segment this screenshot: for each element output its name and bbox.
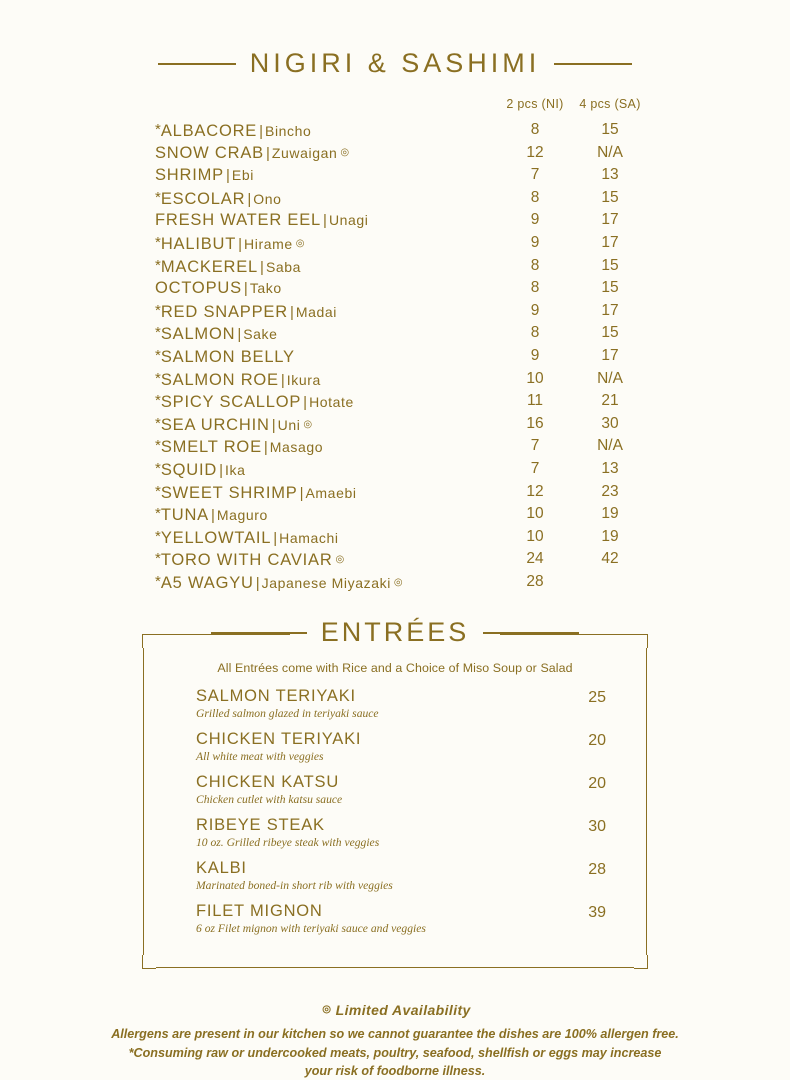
nigiri-title: NIGIRI & SASHIMI <box>249 48 541 78</box>
nigiri-item-name <box>155 571 403 596</box>
raw-item-asterisk-icon: * <box>155 121 161 138</box>
nigiri-price-4pcs: N/A <box>597 369 623 387</box>
nigiri-item-english: SALMON BELLY <box>160 347 295 366</box>
raw-item-asterisk-icon: * <box>155 392 161 410</box>
nigiri-item-romaji: Tako <box>249 280 282 297</box>
entree-price: 39 <box>588 904 606 922</box>
nigiri-price-4pcs: 15 <box>601 188 619 206</box>
name-separator: | <box>225 167 230 185</box>
entree-name: FILET MIGNON <box>196 902 323 921</box>
nigiri-item-romaji: Ika <box>225 461 246 478</box>
nigiri-row <box>0 300 790 323</box>
nigiri-price-2pcs: 9 <box>530 301 540 319</box>
nigiri-item-english: SNOW CRAB <box>155 143 264 162</box>
nigiri-item-english: TORO WITH CAVIAR <box>160 551 333 570</box>
nigiri-item-english: FRESH WATER EEL <box>155 211 322 230</box>
column-header-2pcs: 2 pcs (NI) <box>506 97 564 111</box>
nigiri-item-name <box>155 300 337 325</box>
nigiri-item-name <box>155 503 268 528</box>
nigiri-item-english: A5 WAGYU <box>160 573 254 592</box>
nigiri-price-4pcs: 15 <box>601 324 619 342</box>
name-separator: | <box>265 144 270 162</box>
entree-row <box>170 773 620 806</box>
nigiri-row <box>0 458 790 481</box>
entree-row <box>170 816 620 849</box>
limited-availability-icon: ◎ <box>322 1004 332 1016</box>
limited-availability-icon: ◎ <box>393 576 403 588</box>
limited-availability-label: Limited Availability <box>335 1002 471 1019</box>
raw-item-asterisk-icon: * <box>155 324 161 342</box>
entrees-box <box>143 634 647 968</box>
nigiri-item-romaji: Unagi <box>328 212 369 229</box>
entree-description: Chicken cutlet with katsu sauce <box>196 793 343 807</box>
nigiri-row <box>0 322 790 345</box>
nigiri-price-2pcs: 12 <box>526 143 544 161</box>
nigiri-row <box>0 571 790 594</box>
nigiri-price-4pcs: 19 <box>601 527 619 545</box>
raw-item-asterisk-icon: * <box>155 572 161 590</box>
nigiri-item-english: SQUID <box>160 460 218 479</box>
raw-item-asterisk-icon: * <box>155 369 161 387</box>
nigiri-price-4pcs: 30 <box>601 414 619 432</box>
limited-availability-icon: ◎ <box>340 146 350 158</box>
nigiri-item-romaji: Sake <box>243 326 278 343</box>
heading-rule-left <box>158 63 236 65</box>
nigiri-price-2pcs: 7 <box>530 166 540 184</box>
nigiri-item-name <box>155 481 357 506</box>
nigiri-item-english: SEA URCHIN <box>160 415 270 434</box>
name-separator: | <box>243 280 248 298</box>
allergen-line-3: your risk of foodborne illness. <box>304 1063 486 1078</box>
nigiri-item-name <box>155 164 254 188</box>
nigiri-price-2pcs: 12 <box>526 482 544 500</box>
nigiri-row <box>0 481 790 504</box>
name-separator: | <box>280 371 285 389</box>
limited-availability-note <box>0 1002 790 1018</box>
nigiri-item-english: SWEET SHRIMP <box>160 483 298 502</box>
entrees-item-list <box>170 687 620 935</box>
nigiri-price-2pcs: 9 <box>530 233 540 251</box>
raw-item-asterisk-icon: * <box>155 256 161 274</box>
name-separator: | <box>247 190 252 208</box>
name-separator: | <box>219 461 224 479</box>
nigiri-price-2pcs: 10 <box>526 369 544 387</box>
nigiri-row <box>0 526 790 549</box>
limited-availability-icon: ◎ <box>295 237 305 249</box>
nigiri-price-4pcs: 19 <box>601 505 619 523</box>
nigiri-price-2pcs: 7 <box>530 459 540 477</box>
name-separator: | <box>273 529 278 547</box>
entree-description: Marinated boned-in short rib with veggies <box>196 879 393 893</box>
nigiri-item-romaji: Zuwaigan <box>271 144 338 161</box>
nigiri-item-romaji: Hirame <box>244 235 293 252</box>
nigiri-item-english: ALBACORE <box>160 122 258 140</box>
entree-price: 30 <box>588 818 606 836</box>
name-separator: | <box>237 326 242 344</box>
nigiri-item-romaji: Ikura <box>286 371 321 388</box>
entree-name: RIBEYE STEAK <box>196 816 325 835</box>
nigiri-item-romaji: Ebi <box>231 167 254 184</box>
nigiri-row <box>0 142 790 165</box>
nigiri-item-name <box>155 526 339 551</box>
nigiri-item-romaji: Ono <box>253 190 282 207</box>
nigiri-item-english: ESCOLAR <box>160 189 246 208</box>
nigiri-price-4pcs: 13 <box>601 459 619 477</box>
heading-rule-right <box>554 63 632 65</box>
nigiri-price-4pcs: 17 <box>601 211 619 229</box>
nigiri-item-name <box>155 413 312 438</box>
entree-name: SALMON TERIYAKI <box>196 687 356 706</box>
entree-row <box>170 902 620 935</box>
entree-name: KALBI <box>196 859 247 878</box>
limited-availability-icon: ◎ <box>303 418 313 430</box>
nigiri-price-2pcs: 16 <box>526 414 544 432</box>
nigiri-item-english: TUNA <box>160 506 209 525</box>
nigiri-item-name <box>155 435 323 460</box>
nigiri-price-4pcs: 15 <box>601 256 619 274</box>
nigiri-row <box>0 232 790 255</box>
name-separator: | <box>323 212 327 230</box>
entree-description: 10 oz. Grilled ribeye steak with veggies <box>196 836 380 850</box>
raw-item-asterisk-icon: * <box>155 527 161 545</box>
nigiri-item-list <box>0 119 790 593</box>
entree-description: All white meat with veggies <box>196 750 324 764</box>
entrees-title: ENTRÉES <box>320 617 470 648</box>
nigiri-price-2pcs: 9 <box>530 211 540 229</box>
raw-item-asterisk-icon: * <box>155 301 161 319</box>
raw-item-asterisk-icon: * <box>155 346 161 364</box>
nigiri-price-4pcs: 17 <box>601 233 619 251</box>
entrees-rule-left <box>211 632 307 634</box>
entree-description: Grilled salmon glazed in teriyaki sauce <box>196 707 379 721</box>
nigiri-item-romaji: Japanese Miyazaki <box>261 574 391 591</box>
entree-price: 20 <box>588 732 606 750</box>
nigiri-price-2pcs: 10 <box>526 527 544 545</box>
entrees-rule-right <box>483 632 579 634</box>
nigiri-item-name <box>155 232 305 257</box>
allergen-line-1: Allergens are present in our kitchen so we cannot guarantee the dishes are 100% allergen free. <box>111 1027 679 1042</box>
nigiri-price-4pcs: 17 <box>601 301 619 319</box>
nigiri-price-2pcs: 11 <box>526 392 544 410</box>
name-separator: | <box>260 258 264 276</box>
nigiri-item-romaji: Hotate <box>309 394 354 411</box>
nigiri-price-2pcs: 7 <box>530 437 540 455</box>
entree-row <box>170 730 620 763</box>
nigiri-row <box>0 277 790 300</box>
nigiri-price-2pcs: 28 <box>526 572 544 590</box>
limited-availability-icon: ◎ <box>335 554 345 566</box>
nigiri-price-2pcs: 9 <box>530 346 540 364</box>
name-separator: | <box>271 416 276 434</box>
entree-row <box>170 687 620 720</box>
nigiri-price-4pcs: 15 <box>601 279 619 297</box>
nigiri-price-4pcs: 17 <box>601 346 619 364</box>
entree-name: CHICKEN TERIYAKI <box>196 730 362 749</box>
nigiri-item-name <box>155 345 295 370</box>
nigiri-price-4pcs: 15 <box>601 121 619 138</box>
nigiri-price-4pcs: N/A <box>597 143 623 161</box>
nigiri-row <box>0 187 790 210</box>
nigiri-item-romaji: Saba <box>265 258 302 275</box>
entree-description: 6 oz Filet mignon with teriyaki sauce and veggies <box>196 922 426 936</box>
nigiri-item-romaji: Masago <box>269 439 324 456</box>
entrees-heading <box>0 617 790 648</box>
nigiri-row <box>0 413 790 436</box>
box-corner-bottom-right <box>634 955 648 969</box>
nigiri-item-name <box>155 322 278 347</box>
nigiri-item-name <box>155 368 321 393</box>
entree-price: 25 <box>588 689 606 707</box>
nigiri-item-english: SMELT ROE <box>160 438 262 457</box>
entree-price: 28 <box>588 861 606 879</box>
nigiri-item-name <box>155 390 354 415</box>
nigiri-item-romaji: Maguro <box>216 507 268 524</box>
nigiri-item-english: MACKEREL <box>160 257 259 276</box>
entree-row <box>170 859 620 892</box>
nigiri-item-romaji: Hamachi <box>279 529 339 546</box>
entree-price: 20 <box>588 775 606 793</box>
nigiri-item-name <box>155 548 344 573</box>
nigiri-item-name <box>155 277 282 301</box>
entrees-note: All Entrées come with Rice and a Choice of Miso Soup or Salad <box>217 661 573 676</box>
name-separator: | <box>238 235 243 253</box>
raw-item-asterisk-icon: * <box>155 482 161 500</box>
raw-item-asterisk-icon: * <box>155 550 161 568</box>
nigiri-column-headers <box>0 97 790 117</box>
nigiri-row <box>0 548 790 571</box>
nigiri-row <box>0 368 790 391</box>
allergen-line-2: *Consuming raw or undercooked meats, poultry, seafood, shellfish or eggs may increase <box>128 1045 662 1060</box>
nigiri-price-4pcs: 13 <box>601 166 619 184</box>
nigiri-item-name <box>155 119 311 144</box>
nigiri-item-english: OCTOPUS <box>155 279 242 298</box>
nigiri-item-name <box>155 255 301 280</box>
nigiri-row <box>0 164 790 187</box>
raw-item-asterisk-icon: * <box>155 505 161 523</box>
nigiri-row <box>0 390 790 413</box>
nigiri-item-english: RED SNAPPER <box>160 302 288 321</box>
nigiri-price-2pcs: 24 <box>526 550 544 568</box>
nigiri-row <box>0 345 790 368</box>
name-separator: | <box>255 574 260 592</box>
nigiri-price-2pcs: 8 <box>530 188 540 206</box>
nigiri-item-english: SPICY SCALLOP <box>160 393 302 412</box>
menu-footer <box>0 1002 790 1080</box>
nigiri-row <box>0 209 790 232</box>
nigiri-row <box>0 435 790 458</box>
nigiri-row <box>0 503 790 526</box>
nigiri-item-romaji: Bincho <box>265 123 312 139</box>
nigiri-item-romaji: Uni <box>277 416 301 433</box>
name-separator: | <box>303 394 308 412</box>
nigiri-item-english: SALMON <box>160 325 236 344</box>
nigiri-row <box>0 255 790 278</box>
raw-item-asterisk-icon: * <box>155 188 161 206</box>
raw-item-asterisk-icon: * <box>155 437 161 455</box>
name-separator: | <box>259 123 264 140</box>
name-separator: | <box>289 303 294 321</box>
nigiri-item-romaji: Amaebi <box>305 484 357 501</box>
nigiri-price-2pcs: 8 <box>530 121 540 138</box>
entrees-section <box>0 617 790 968</box>
nigiri-item-english: SHRIMP <box>155 166 224 185</box>
nigiri-price-2pcs: 8 <box>530 324 540 342</box>
nigiri-price-2pcs: 8 <box>530 256 540 274</box>
nigiri-item-name <box>155 209 369 233</box>
nigiri-price-2pcs: 10 <box>526 505 544 523</box>
box-corner-bottom-left <box>142 955 156 969</box>
nigiri-price-2pcs: 8 <box>530 279 540 297</box>
nigiri-item-name <box>155 142 349 166</box>
nigiri-price-4pcs: 23 <box>601 482 619 500</box>
raw-item-asterisk-icon: * <box>155 414 161 432</box>
column-header-4pcs: 4 pcs (SA) <box>579 97 641 111</box>
nigiri-heading <box>0 48 790 79</box>
nigiri-item-name <box>155 458 246 483</box>
raw-item-asterisk-icon: * <box>155 459 161 477</box>
nigiri-item-english: HALIBUT <box>160 234 237 253</box>
nigiri-item-english: SALMON ROE <box>160 370 279 389</box>
nigiri-price-4pcs: 21 <box>601 392 619 410</box>
nigiri-item-romaji: Madai <box>295 303 337 320</box>
name-separator: | <box>210 507 215 525</box>
nigiri-price-4pcs: N/A <box>597 437 623 455</box>
name-separator: | <box>263 439 268 457</box>
raw-item-asterisk-icon: * <box>155 233 161 251</box>
nigiri-item-english: YELLOWTAIL <box>160 528 272 547</box>
nigiri-row <box>0 119 790 142</box>
name-separator: | <box>299 484 304 502</box>
entree-name: CHICKEN KATSU <box>196 773 340 792</box>
nigiri-price-4pcs: 42 <box>601 550 619 568</box>
nigiri-item-name <box>155 187 281 212</box>
